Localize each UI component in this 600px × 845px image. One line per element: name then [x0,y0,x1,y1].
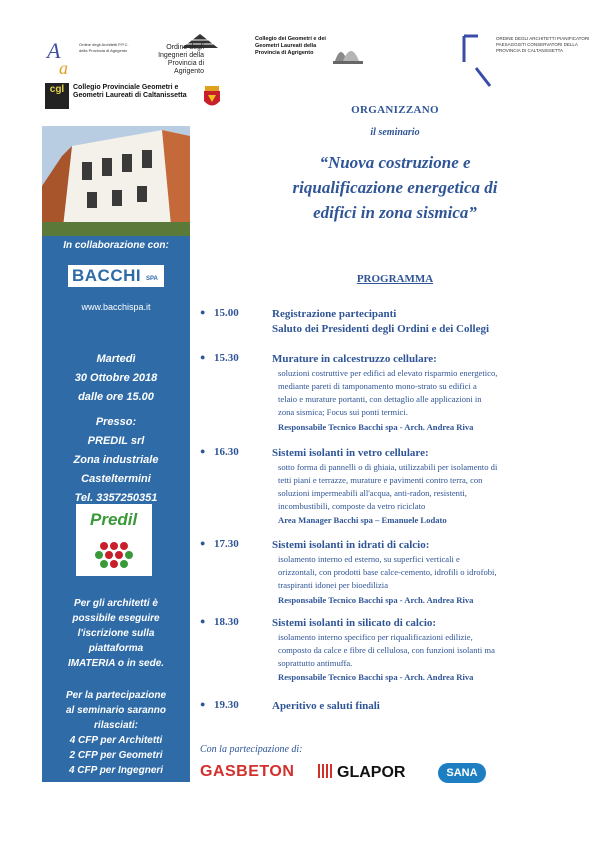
agenda-time: 19.30 [214,699,239,711]
bacchi-website-link[interactable]: www.bacchispa.it [81,302,151,312]
sidebar [42,236,190,782]
building-photo-illustration [42,126,190,236]
seminar-title-line: edifici in zona sismica” [313,203,477,222]
aa-monogram-letter-a-small: a [59,58,68,78]
agenda-heading-line: Sistemi isolanti in silicato di calcio: [272,617,437,629]
agenda-heading-line: Murature in calcestruzzo cellulare: [272,353,437,365]
sponsor-gasbeton-logo: GASBETON [200,763,295,780]
cfp-credits-note [42,688,190,778]
programma-heading: PROGRAMMA [356,273,434,285]
architetti-caltanissetta-mark-icon [460,34,494,92]
agenda-heading [272,538,568,553]
aa-monogram-letter-a: A [47,38,61,63]
agenda-heading-line: Registrazione partecipanti [272,308,397,320]
agenda-description-line: composto da calce e fibre di cellulosa, con funzioni isolanti ma [278,645,495,655]
agenda-heading [272,307,568,337]
logo-geometri-agrigento [253,33,365,71]
agenda-heading [272,446,568,461]
agenda-description-line: soluzioni impermeabili all'acqua, anti-radon, resistenti, [278,488,467,498]
event-date [42,350,190,407]
logo-ingegneri-agrigento [152,30,222,80]
cfp-note-line: Per la partecipazione [65,690,167,701]
agenda-heading-line: Saluto dei Presidenti degli Ordini e dei Collegi [272,323,490,335]
cfp-note-line: al seminario saranno [65,705,167,716]
logo-architetti-caltanissetta [460,34,600,94]
event-location-line: Casteltermini [81,473,151,485]
agenda-description-line: soprattutto antimuffa. [278,658,353,668]
building-photo [42,126,190,236]
seminar-title-line: “Nuova costruzione e [319,153,471,172]
cfp-note-line: rilasciati: [94,720,138,731]
bullet-icon: ● [200,538,206,548]
aa-monogram-icon [45,36,77,78]
event-date-line: 30 Ottobre 2018 [74,372,158,384]
event-location-line: Zona industriale [73,454,159,466]
agenda-time: 17.30 [214,538,239,550]
agenda-heading-line: Aperitivo e saluti finali [272,700,380,712]
agenda-description-line: telaio e murature portanti, con dettaglio alle applicazioni in [278,394,482,404]
seminar-title [270,150,520,225]
agenda-description-line: sotto forma di pannelli o di ghiaia, utilizzabili per isolamento di [278,462,498,472]
cfp-note-line: 4 CFP per Ingegneri [68,765,164,776]
logo-geometri-caltanissetta [45,82,190,110]
agenda-time: 15.30 [214,352,239,364]
partecipazione-label: Con la partecipazione di: [200,744,303,755]
agenda-time: 15.00 [214,307,239,319]
architects-note-line: possibile eseguire [72,613,160,624]
agenda-description [278,461,559,513]
logo-geometri-caltanissetta-text: Collegio Provinciale Geometri e Geometri Laureati di Caltanissetta [73,84,187,99]
bacchi-logo-plate [68,265,164,287]
sponsor-sana-logo: SANA [438,763,486,783]
seminar-title-line: riqualificazione energetica di [292,178,498,197]
logo-geometri-agrigento-text: Collegio dei Geometri e dei Geometri Laureati della Provincia di Agrigento [255,36,326,56]
agenda-description-line: orizzontali, con prodotti base calce-cemento, idrofili o idrofobi, [278,567,497,577]
logo-architetti-caltanissetta-text: ORDINE DEGLI ARCHITETTI PIANIFICATORI PAESAGGISTI CONSERVATORI DELLA PROVINCIA DI CALTANISSETTA [496,36,590,53]
cfp-note-line: 2 CFP per Geometri [69,750,163,761]
event-date-line: Martedì [96,353,136,365]
architects-note-line: Per gli architetti è [74,598,158,609]
sponsor-glapor-text: GLAPOR [337,764,406,781]
architects-note-line: l'iscrizione sulla [77,628,155,639]
organizzano-heading: ORGANIZZANO [351,104,439,116]
agenda-heading [272,352,568,367]
bacchi-logo-suffix: SPA [146,276,158,282]
event-location-line: Presso: [95,416,137,428]
agenda-description-line: mediante pareti di tamponamento mono-strato su edifici a [278,381,477,391]
bullet-icon: ● [200,307,206,317]
agenda-description-line: soluzioni costruttive per edifici ad elevato risparmio energetico, [278,368,498,378]
seminario-subheading: il seminario [370,127,420,138]
event-date-line: dalle ore 15.00 [78,391,154,403]
bullet-icon: ● [200,446,206,456]
agenda-heading [272,699,568,714]
glapor-grid-icon [318,764,334,778]
logo-architetti-agrigento [45,36,135,78]
agenda-speaker: Responsabile Tecnico Bacchi spa - Arch. Andrea Riva [278,422,474,432]
sponsor-glapor-logo [318,764,405,782]
agenda-time: 16.30 [214,446,239,458]
agenda-description-line: isolamento interno specifico per riqualificazioni edilizie, [278,632,473,642]
agenda-heading [272,616,568,631]
agenda-speaker: Responsabile Tecnico Bacchi spa - Arch. Andrea Riva [278,595,474,605]
architects-registration-note [42,596,190,671]
agenda-description-line: zona sismica; Focus sui ponti termici. [278,407,408,417]
agenda-description [278,631,559,670]
bullet-icon: ● [200,352,206,362]
bullet-icon: ● [200,699,206,709]
agenda-description-line: traspiranti idonei per bioedilizia [278,580,389,590]
agenda-speaker: Area Manager Bacchi spa – Emanuele Lodato [278,515,447,525]
agenda-description-line: incombustibili, composte da vetro riciclato [278,501,426,511]
event-location [42,413,190,508]
logo-ingegneri-agrigento-text: Ordine degli Ingegneri della Provincia di Agrigento [158,44,204,75]
event-location-line: Tel. 3357250351 [74,492,158,504]
agenda-description [278,553,559,592]
bacchi-logo [68,265,164,287]
agenda-description [278,367,559,419]
logo-architetti-agrigento-text: Ordine degli Architetti P.P.C. della Provincia di Agrigento [79,42,129,53]
architects-note-line: piattaforma [88,643,144,654]
agenda-heading-line: Sistemi isolanti in idrati di calcio: [272,539,430,551]
agenda-speaker: Responsabile Tecnico Bacchi spa - Arch. Andrea Riva [278,672,474,682]
architects-note-line: IMATERIA o in sede. [67,658,165,669]
sidebar-collab-label: In collaborazione con: [63,240,169,251]
agenda-time: 18.30 [214,616,239,628]
event-location-line: PREDIL srl [87,435,145,447]
agenda-description-line: tetti piani e terrazze, murature e pavimenti contro terra, con [278,475,483,485]
predil-logo [76,504,152,576]
bullet-icon: ● [200,616,206,626]
agenda-heading-line: Sistemi isolanti in vetro cellulare: [272,447,429,459]
cgl-monogram: cgl [45,83,69,109]
agenda-description-line: isolamento interno ed esterno, su superfici verticali e [278,554,460,564]
cfp-note-line: 4 CFP per Architetti [69,735,163,746]
predil-logo-text: Predil [90,510,138,529]
bacchi-logo-text: BACCHI [72,266,142,285]
opera-house-icon [333,39,363,65]
